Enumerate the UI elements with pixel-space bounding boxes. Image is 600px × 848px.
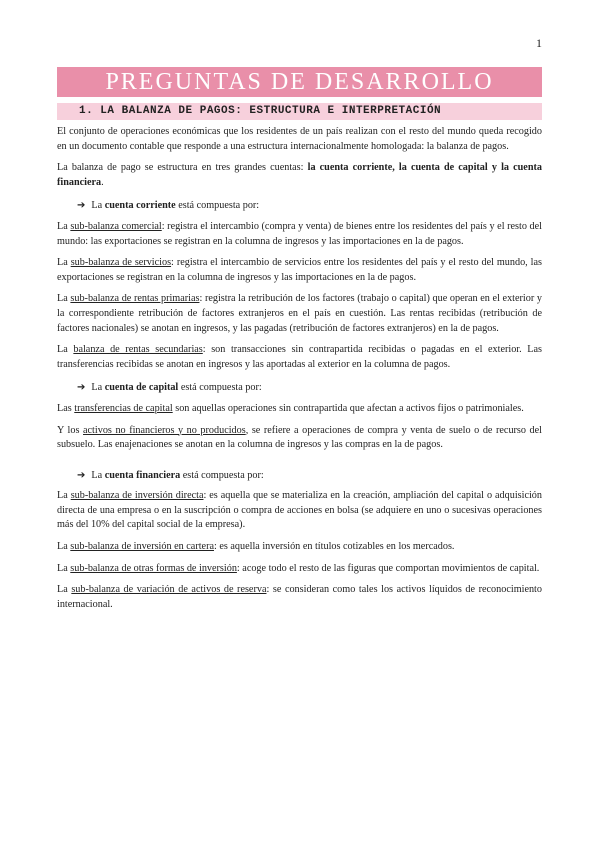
list-item: La sub-balanza comercial: registra el intercambio (compra y venta) de bienes entre los residentes del país y el resto del mundo: las exportaciones se registran en la columna de ingresos y las importaciones en la de pagos. bbox=[57, 220, 542, 247]
arrow-right-icon: ➔ bbox=[77, 382, 86, 394]
structure-paragraph bbox=[57, 161, 542, 190]
page-title: PREGUNTAS DE DESARROLLO bbox=[57, 67, 542, 97]
arrow-right-icon: ➔ bbox=[77, 469, 86, 481]
list-item: La balanza de rentas secundarias: son transacciones sin contrapartida recibidas o pagadas en el exterior. Las transferencias recibidas se anotan en ingresos y las aportadas al exterior en la columna de pagos. bbox=[57, 344, 542, 370]
page-number: 1 bbox=[536, 36, 542, 50]
document-body bbox=[57, 125, 542, 619]
list-item: Y los activos no financieros y no producidos, se refiere a operaciones de compra y venta de suelo o de recurso del subsuelo. Las enajenaciones se anotan en la columna de ingresos y las compras en la de pagos. bbox=[57, 424, 543, 451]
capital-heading: ➔ La cuenta de capital está compuesta por: bbox=[77, 382, 262, 394]
list-item: La sub-balanza de rentas primarias: registra la retribución de los factores (trabajo o capital) que operan en el exterior y la correspondiente retribución de factores extranjeros en el país en cuestión. Las rentas recibidas (retribución de factores nacionales) se anotan en ingresos, y las pagadas (retribución de factores extranjeros) en la de pagos. bbox=[57, 293, 542, 334]
structure-lead: La balanza de pago se estructura en tres grandes cuentas: bbox=[57, 162, 308, 174]
intro-paragraph: El conjunto de operaciones económicas que los residentes de un país realizan con el resto del mundo queda recogido en un documento contable que responde a una estructura internacionalmente homologada: la balanza de pagos. bbox=[57, 126, 542, 152]
arrow-right-icon: ➔ bbox=[77, 200, 86, 212]
list-item: La sub-balanza de inversión en cartera: es aquella inversión en títulos cotizables en los mercados. bbox=[57, 541, 455, 553]
financiera-heading: ➔ La cuenta financiera está compuesta por: bbox=[77, 469, 264, 481]
structure-tail: . bbox=[101, 176, 104, 188]
structure-accounts: la cuenta corriente, la cuenta de capital y la cuenta financiera bbox=[57, 162, 542, 188]
list-item: La sub-balanza de otras formas de inversión: acoge todo el resto de las figuras que comportan movimientos de capital. bbox=[57, 562, 540, 574]
list-item: La sub-balanza de inversión directa: es aquella que se materializa en la creación, ampliación del capital o adquisición directa de una empresa o en la suscripción o compra de acciones en bolsa (se adquiere en uno o sucesivas operaciones más del 10% del capital social de la empresa). bbox=[57, 490, 542, 531]
section-heading: 1. LA BALANZA DE PAGOS: ESTRUCTURA E INTERPRETACIÓN bbox=[57, 103, 542, 120]
corriente-heading: ➔ La cuenta corriente está compuesta por: bbox=[77, 200, 260, 212]
list-item: Las transferencias de capital son aquellas operaciones sin contrapartida que afectan a activos fijos o patrimoniales. bbox=[57, 402, 524, 414]
list-item: La sub-balanza de servicios: registra el intercambio de servicios entre los residentes del país y el resto del mundo, las exportaciones se registran en la columna de ingresos y las importaciones en la de pagos. bbox=[57, 257, 542, 283]
list-item: La sub-balanza de variación de activos de reserva: se consideran como tales los activos líquidos de reconocimiento internacional. bbox=[57, 584, 542, 610]
